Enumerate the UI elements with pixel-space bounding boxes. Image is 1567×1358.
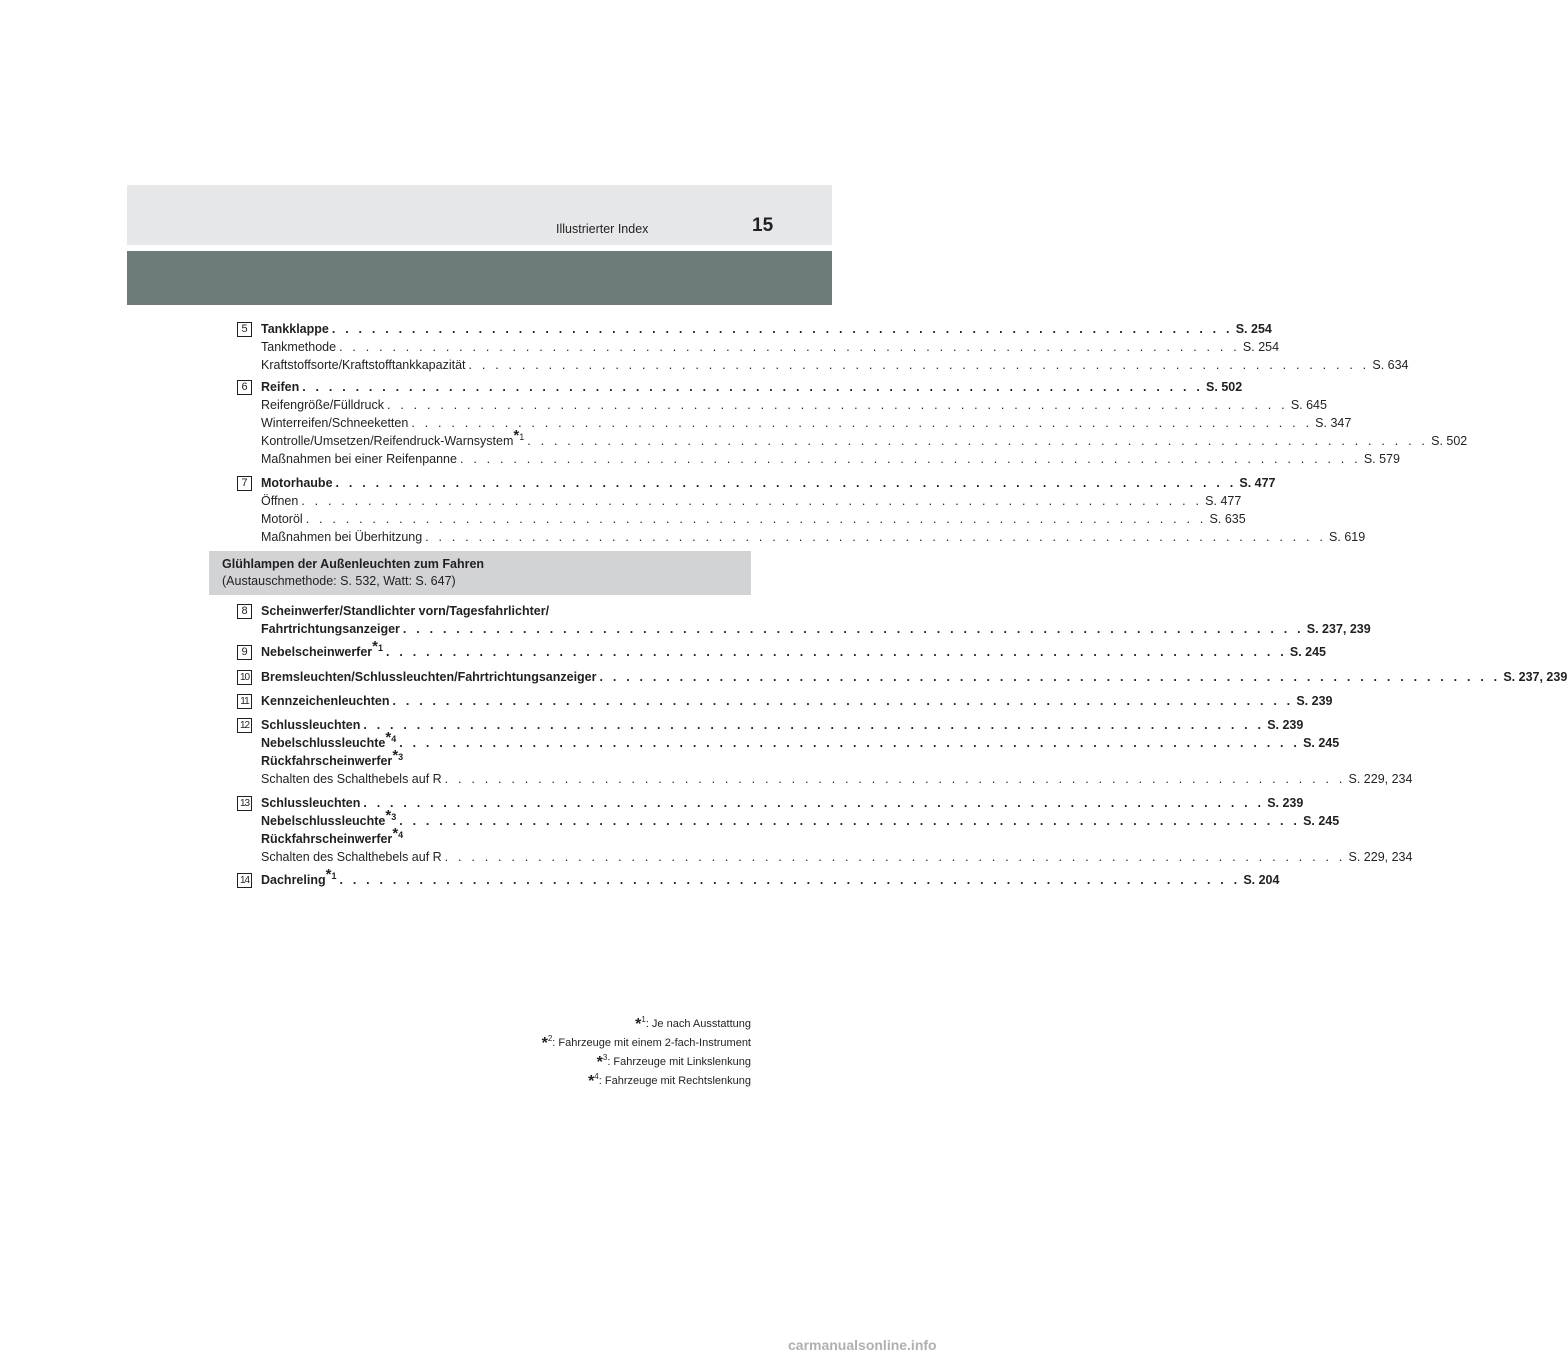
index-entry — [261, 338, 1280, 356]
item-number-badge: 6 — [237, 380, 252, 395]
item-number-badge: 10 — [237, 670, 252, 685]
dot-leader: . . . . . . . . . . . . . . . . . . . . . . . . . . . . . . . . . . . . . . . . . . . . . . . . . . . . . . . . . . . . . . . . . . . . — [468, 358, 1370, 372]
item-number-badge: 14 — [237, 873, 252, 888]
index-entry — [261, 427, 1468, 450]
index-entry — [261, 848, 1413, 866]
index-entry — [261, 638, 1327, 661]
entry-label: Motorhaube — [261, 476, 333, 490]
footnote: *$^2$: Fahrzeuge mit einem 2-fach-Instrument — [541, 1034, 751, 1052]
entry-page-reference: S. 237, 239 — [1306, 622, 1371, 636]
item-number-badge: 8 — [237, 604, 252, 619]
entry-page-reference: S. 477 — [1205, 494, 1242, 508]
entry-label: Kraftstoffsorte/Kraftstofftankkapazität — [261, 358, 466, 372]
footnotes — [542, 1015, 751, 1091]
dot-leader: . . . . . . . . . . . . . . . . . . . . . . . . . . . . . . . . . . . . . . . . . . . . . . . . . . . . . . . . . . . . . . . . . . . . — [339, 873, 1241, 887]
entry-label: Fahrtrichtungsanzeiger — [261, 622, 400, 636]
entry-page-reference: S. 239 — [1267, 796, 1304, 810]
header-gray-bar — [127, 251, 832, 305]
entry-page-reference: S. 635 — [1209, 512, 1246, 526]
index-entry — [261, 692, 1333, 710]
item-number-badge: 11 — [237, 694, 252, 709]
index-entry — [261, 825, 723, 848]
index-entry — [261, 729, 1340, 752]
entry-label: Reifengröße/Fülldruck — [261, 398, 384, 412]
dot-leader: . . . . . . . . . . . . . . . . . . . . . . . . . . . . . . . . . . . . . . . . . . . . . . . . . . . . . . . . . . . . . . . . . . . . — [302, 380, 1204, 394]
running-header-title: Illustrierter Index — [556, 222, 649, 236]
dot-leader: . . . . . . . . . . . . . . . . . . . . . . . . . . . . . . . . . . . . . . . . . . . . . . . . . . . . . . . . . . . . . . . . . . . . — [392, 694, 1294, 708]
entry-label: Motoröl — [261, 512, 303, 526]
entry-page-reference: S. 237, 239 — [1503, 670, 1567, 684]
item-number-badge: 5 — [237, 322, 252, 337]
footnote-marker: *4 — [392, 825, 404, 842]
entry-page-reference: S. 254 — [1242, 340, 1280, 354]
section-subtitle: (Austauschmethode: S. 532, Watt: S. 647) — [222, 574, 456, 588]
item-number-badge: 13 — [237, 796, 252, 811]
index-entry — [261, 396, 1327, 414]
entry-page-reference: S. 245 — [1303, 736, 1340, 750]
entry-label: Rückfahrscheinwerfer$^{*3}$ — [261, 747, 404, 768]
entry-page-reference: S. 245 — [1289, 645, 1327, 659]
index-entry — [261, 866, 1280, 889]
entry-label: Nebelschlussleuchte$^{*3}$ — [261, 807, 397, 828]
item-number-badge: 12 — [237, 718, 252, 733]
entry-page-reference: S. 229, 234 — [1348, 772, 1413, 786]
dot-leader: . . . . . . . . . . . . . . . . . . . . . . . . . . . . . . . . . . . . . . . . . . . . . . . . . . . . . . . . . . . . . . . . . . . . — [599, 670, 1501, 684]
dot-leader: . . . . . . . . . . . . . . . . . . . . . . . . . . . . . . . . . . . . . . . . . . . . . . . . . . . . . . . . . . . . . . . . . . . . — [527, 434, 1429, 448]
index-entry — [261, 414, 1352, 432]
entry-label: Maßnahmen bei einer Reifenpanne — [261, 452, 457, 466]
entry-page-reference: S. 502 — [1206, 380, 1243, 394]
dot-leader: . . . . . . . . . . . . . . . . . . . . . . . . . . . . . . . . . . . . . . . . . . . . . . . . . . . . . . . . . . . . . . . . . . . . — [386, 398, 1288, 412]
index-entry — [261, 794, 1304, 812]
entry-page-reference: S. 619 — [1329, 530, 1366, 544]
footnote-marker: *3 — [392, 747, 404, 764]
footnote-marker: *1 — [325, 866, 337, 883]
dot-leader: . . . . . . . . . . . . . . . . . . . . . . . . . . . . . . . . . . . . . . . . . . . . . . . . . . . . . . . . . . . . . . . . . . . . — [363, 718, 1265, 732]
item-number-badge: 9 — [237, 645, 252, 660]
item-number-badge: 7 — [237, 476, 252, 491]
index-entry — [261, 320, 1272, 338]
dot-leader: . . . . . . . . . . . . . . . . . . . . . . . . . . . . . . . . . . . . . . . . . . . . . . . . . . . . . . . . . . . . . . . . . . . . — [386, 645, 1287, 659]
entry-label: Schalten des Schalthebels auf R — [261, 772, 442, 786]
entry-label: Bremsleuchten/Schlussleuchten/Fahrtrichtungsanzeiger — [261, 670, 597, 684]
index-entry — [261, 474, 1276, 492]
entry-label: Nebelschlussleuchte$^{*4}$ — [261, 729, 397, 750]
dot-leader: . . . . . . . . . . . . . . . . . . . . . . . . . . . . . . . . . . . . . . . . . . . . . . . . . . . . . . . . . . . . . . . . . . . . — [444, 850, 1346, 864]
entry-label: Schalten des Schalthebels auf R — [261, 850, 442, 864]
footnote: *$^4$: Fahrzeuge mit Rechtslenkung — [588, 1072, 751, 1090]
watermark: carmanualsonline.info — [788, 1337, 937, 1353]
dot-leader: . . . . . . . . . . . . . . . . . . . . . . . . . . . . . . . . . . . . . . . . . . . . . . . . . . . . . . . . . . . . . . . . . . . . — [444, 772, 1346, 786]
entry-label: Reifen — [261, 380, 300, 394]
entry-page-reference: S. 229, 234 — [1348, 850, 1413, 864]
index-entry — [261, 668, 1567, 686]
entry-label: Nebelscheinwerfer$^{*1}$ — [261, 638, 384, 659]
entry-label: Dachreling$^{*1}$ — [261, 866, 337, 887]
footnote: *$^1$: Je nach Ausstattung — [635, 1015, 751, 1033]
entry-label: Rückfahrscheinwerfer$^{*4}$ — [261, 825, 404, 846]
index-entry — [261, 492, 1242, 510]
index-entry — [261, 716, 1304, 734]
entry-label: Öffnen — [261, 494, 299, 508]
dot-leader: . . . . . . . . . . . . . . . . . . . . . . . . . . . . . . . . . . . . . . . . . . . . . . . . . . . . . . . . . . . . . . . . . . . . — [301, 494, 1203, 508]
entry-label: Tankmethode — [261, 340, 337, 354]
dot-leader: . . . . . . . . . . . . . . . . . . . . . . . . . . . . . . . . . . . . . . . . . . . . . . . . . . . . . . . . . . . . . . . . . . . . — [339, 340, 1240, 354]
footnote: *$^3$: Fahrzeuge mit Linkslenkung — [596, 1053, 751, 1071]
dot-leader: . . . . . . . . . . . . . . . . . . . . . . . . . . . . . . . . . . . . . . . . . . . . . . . . . . . . . . . . . . . . . . . . . . . . — [363, 796, 1265, 810]
entry-page-reference: S. 645 — [1290, 398, 1327, 412]
header-band — [127, 185, 832, 245]
index-entry — [261, 602, 723, 620]
entry-page-reference: S. 245 — [1303, 814, 1340, 828]
entry-label: Winterreifen/Schneeketten — [261, 416, 409, 430]
footnote-marker: *4 — [385, 729, 397, 746]
footnote-marker: *1 — [513, 427, 525, 444]
index-entry — [261, 747, 723, 770]
index-entry — [261, 770, 1413, 788]
dot-leader: . . . . . . . . . . . . . . . . . . . . . . . . . . . . . . . . . . . . . . . . . . . . . . . . . . . . . . . . . . . . . . . . . . . . — [399, 736, 1301, 750]
dot-leader: . . . . . . . . . . . . . . . . . . . . . . . . . . . . . . . . . . . . . . . . . . . . . . . . . . . . . . . . . . . . . . . . . . . . — [425, 530, 1327, 544]
index-entry — [261, 510, 1246, 528]
entry-page-reference: S. 579 — [1363, 452, 1400, 466]
footnote-marker: *1 — [372, 638, 384, 655]
index-entry — [261, 807, 1340, 830]
entry-label: Schlussleuchten — [261, 796, 361, 810]
dot-leader: . . . . . . . . . . . . . . . . . . . . . . . . . . . . . . . . . . . . . . . . . . . . . . . . . . . . . . . . . . . . . . . . . . . . — [402, 622, 1304, 636]
index-entry — [261, 528, 1366, 546]
section-title: Glühlampen der Außenleuchten zum Fahren — [222, 557, 485, 571]
dot-leader: . . . . . . . . . . . . . . . . . . . . . . . . . . . . . . . . . . . . . . . . . . . . . . . . . . . . . . . . . . . . . . . . . . . . — [399, 814, 1301, 828]
entry-page-reference: S. 502 — [1431, 434, 1468, 448]
dot-leader: . . . . . . . . . . . . . . . . . . . . . . . . . . . . . . . . . . . . . . . . . . . . . . . . . . . . . . . . . . . . . . . . . . . . — [305, 512, 1207, 526]
entry-page-reference: S. 634 — [1372, 358, 1409, 372]
dot-leader: . . . . . . . . . . . . . . . . . . . . . . . . . . . . . . . . . . . . . . . . . . . . . . . . . . . . . . . . . . . . . . . . . . . . — [459, 452, 1361, 466]
index-entry — [261, 356, 1409, 374]
entry-label: Tankklappe — [261, 322, 329, 336]
page-number: 15 — [752, 215, 774, 236]
dot-leader: . . . . . . . . . . . . . . . . . . . . . . . . . . . . . . . . . . . . . . . . . . . . . . . . . . . . . . . . . . . . . . . . . . . . — [335, 476, 1237, 490]
dot-leader: . . . . . . . . . . . . . . . . . . . . . . . . . . . . . . . . . . . . . . . . . . . . . . . . . . . . . . . . . . . . . . . . . . . . — [331, 322, 1233, 336]
index-entry — [261, 450, 1400, 468]
index-entry — [261, 378, 1243, 396]
entry-page-reference: S. 477 — [1239, 476, 1276, 490]
entry-label: Kontrolle/Umsetzen/Reifendruck-Warnsystem$^{*1}$ — [261, 427, 525, 448]
entry-label: Schlussleuchten — [261, 718, 361, 732]
dot-leader: . . . . . . . . . . . . . . . . . . . . . . . . . . . . . . . . . . . . . . . . . . . . . . . . . . . . . . . . . . . . . . . . . . . . — [411, 416, 1313, 430]
entry-page-reference: S. 204 — [1243, 873, 1280, 887]
entry-label: Scheinwerfer/Standlichter vorn/Tagesfahrlichter/ — [261, 604, 550, 618]
index-entry — [261, 620, 1371, 638]
entry-label: Maßnahmen bei Überhitzung — [261, 530, 423, 544]
entry-page-reference: S. 254 — [1235, 322, 1272, 336]
entry-label: Kennzeichenleuchten — [261, 694, 390, 708]
entry-page-reference: S. 347 — [1315, 416, 1352, 430]
footnote-marker: *3 — [385, 807, 397, 824]
entry-page-reference: S. 239 — [1296, 694, 1333, 708]
entry-page-reference: S. 239 — [1267, 718, 1304, 732]
